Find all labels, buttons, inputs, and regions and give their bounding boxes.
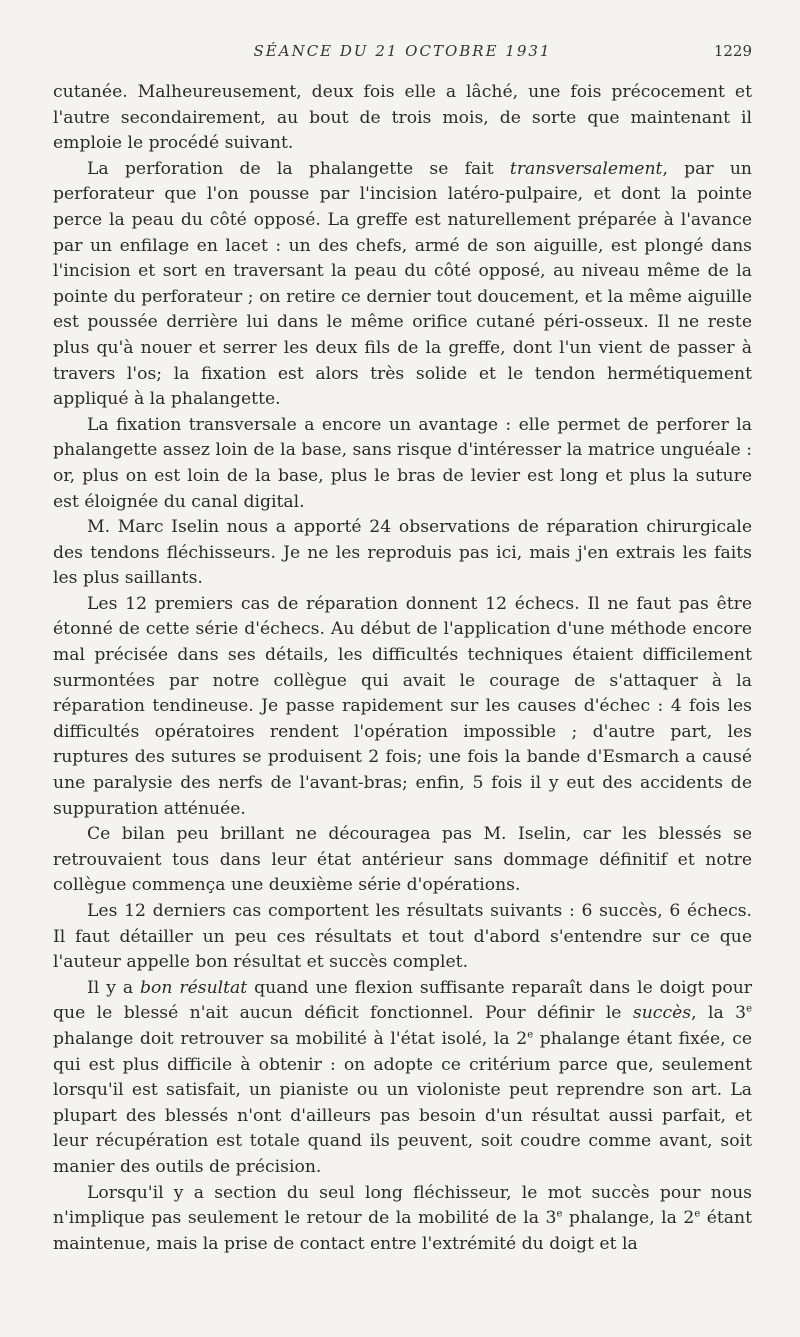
text-run: quand une flexion suffisante reparaît dans le doigt pour que le blessé n'ait aucun déficit fonctionnel. Pour définir le	[53, 977, 753, 1024]
page-number: 1229	[713, 42, 752, 60]
italic-text: succès	[632, 1003, 692, 1024]
superscript: e	[556, 1208, 563, 1220]
text-run: Lorsqu'il y a section du seul long fléchisseur, le mot succès pour nous n'implique pas seulement le retour de la mobilité de la 3	[53, 1182, 752, 1229]
text-run: M. Marc Iselin nous a apporté 24 observations de réparation chirurgicale des tendons fléchisseurs. Je ne les reproduis pas ici, mais j'en extrais les faits les plus saillants.	[53, 517, 752, 589]
text-run: La fixation transversale a encore un avantage : elle permet de perforer la phalangette assez loin de la base, sans risque d'intéresser la matrice unguéale : or, plus on est loin de la base, plus le bras de levier est long et plus la suture est éloignée du canal digital.	[53, 414, 752, 512]
paragraph	[53, 822, 752, 899]
paragraph	[53, 80, 752, 157]
text-run: cutanée. Malheureusement, deux fois elle a lâché, une fois précocement et l'autre secondairement, au bout de trois mois, de sorte que maintenant il emploie le procédé suivant.	[53, 82, 752, 154]
italic-text: transversalement	[509, 158, 663, 179]
paragraph	[53, 413, 752, 515]
text-run: Il y a	[87, 977, 141, 998]
paragraph	[53, 157, 752, 413]
paragraph	[53, 976, 752, 1181]
text-run: étant maintenue, mais la prise de contact entre l'extrémité du doigt et la	[53, 1208, 753, 1254]
running-head: SÉANCE DU 21 OCTOBRE 1931	[253, 42, 552, 60]
text-run: phalange, la 2	[562, 1208, 695, 1229]
body-text	[53, 80, 752, 1257]
text-run: Les 12 derniers cas comportent les résultats suivants : 6 succès, 6 échecs. Il faut détailler un peu ces résultats et tout d'abord s'entendre sur ce que l'auteur appelle bon résultat et succès complet.	[53, 901, 752, 973]
superscript: e	[527, 1029, 534, 1041]
paragraph	[53, 515, 752, 592]
paragraph	[53, 1181, 752, 1258]
page-header	[53, 40, 752, 80]
text-run: Ce bilan peu brillant ne découragea pas M. Iselin, car les blessés se retrouvaient tous dans leur état antérieur sans dommage définitif et notre collègue commença une deuxième série d'opérations.	[53, 824, 752, 896]
superscript: e	[746, 1003, 752, 1015]
paragraph	[53, 899, 752, 976]
text-run: , la 3	[691, 1003, 747, 1024]
text-run: phalange doit retrouver sa mobilité à l'état isolé, la 2	[53, 1028, 528, 1049]
superscript: e	[694, 1208, 701, 1220]
text-run: Les 12 premiers cas de réparation donnent 12 échecs. Il ne faut pas être étonné de cette série d'échecs. Au début de l'application d'une méthode encore mal précisée dans ses détails, les difficultés techniques étaient difficilement surmontées par notre collègue qui avait le courage de s'attaquer à la réparation tendineuse. Je passe rapidement sur les causes d'échec : 4 fois les difficultés opératoires rendent l'opération impossible ; d'autre part, les ruptures des sutures se produisent 2 fois; une fois la bande d'Esmarch a causé une paralysie des nerfs de l'avant-bras; enfin, 5 fois il y eut des accidents de suppuration atténuée.	[53, 593, 752, 819]
italic-text: bon résultat	[140, 977, 248, 998]
text-run: La perforation de la phalangette se fait	[87, 158, 510, 179]
text-run: , par un perforateur que l'on pousse par l'incision latéro-pulpaire, et dont la pointe perce la peau du côté opposé. La greffe est naturellement préparée à l'avance par un enfilage en lacet : un des chefs, armé de son aiguille, est plongé dans l'incision et sort en traversant la peau du côté opposé, au niveau même de la pointe du perforateur ; on retire ce dernier tout doucement, et la même aiguille est poussée derrière lui dans le même orifice cutané péri-osseux. Il ne reste plus qu'à nouer et serrer les deux fils de la greffe, dont l'un vient de passer à travers l'os; la fixation est alors très solide et le tendon hermétiquement appliqué à la phalangette.	[53, 158, 752, 410]
paragraph	[53, 592, 752, 822]
text-run: phalange étant fixée, ce qui est plus difficile à obtenir : on adopte ce critérium parce que, seulement lorsqu'il est satisfait, un pianiste ou un violoniste peut reprendre son art. La plupart des blessés n'ont d'ailleurs pas besoin d'un résultat aussi parfait, et leur récupération est totale quand ils peuvent, soit coudre comme avant, soit manier des outils de précision.	[53, 1028, 753, 1177]
